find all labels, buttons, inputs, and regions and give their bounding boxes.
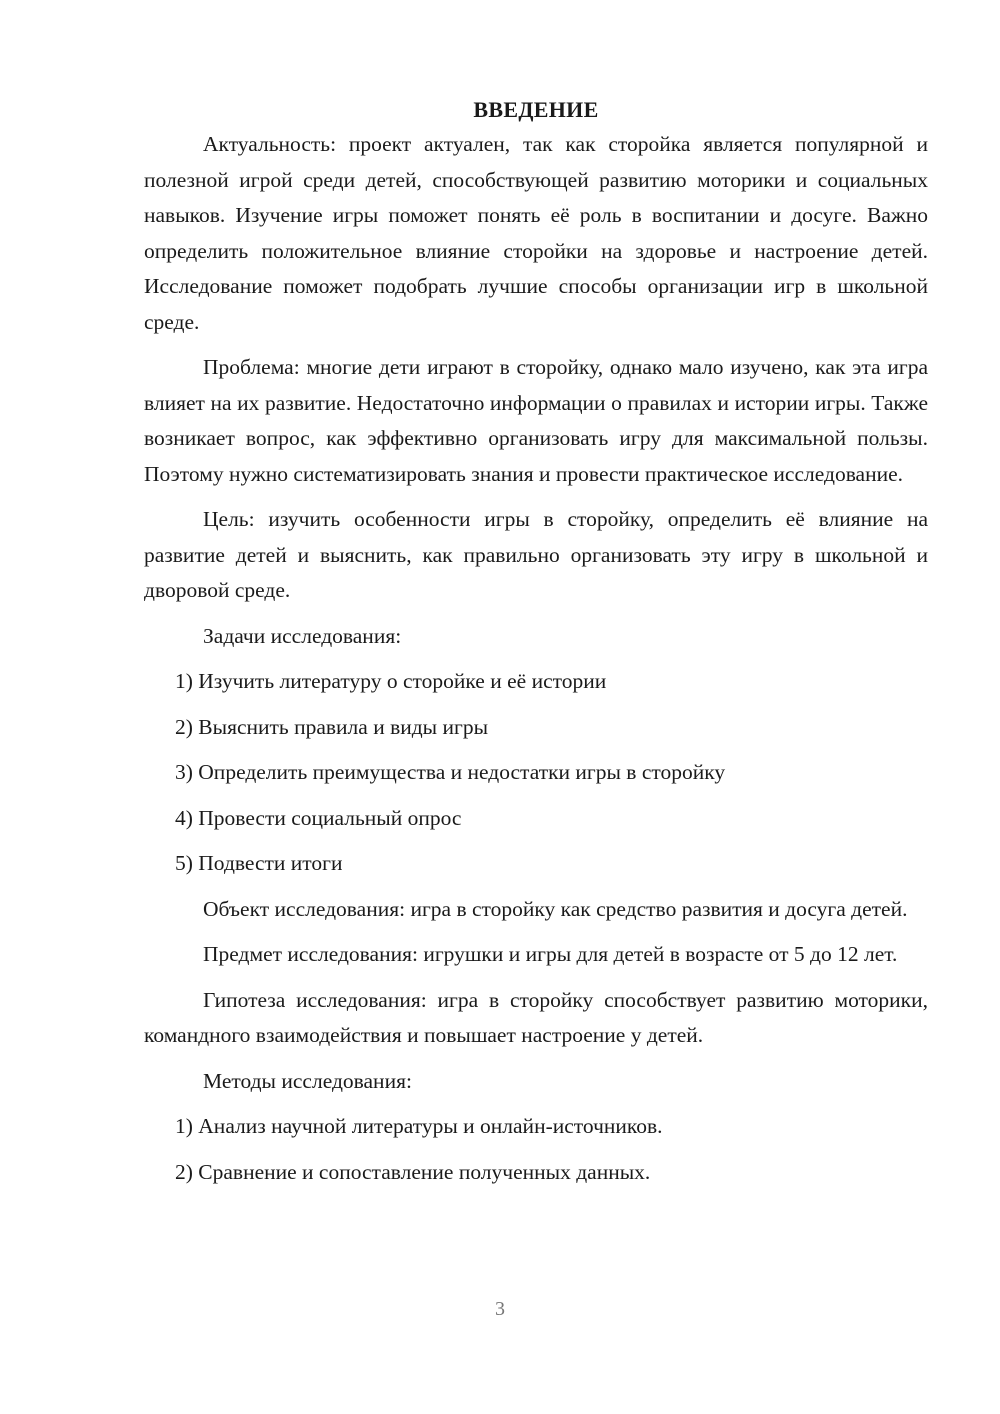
method-item-2: 2) Сравнение и сопоставление полученных данных. — [175, 1159, 651, 1184]
page-number: 3 — [495, 1298, 505, 1320]
task-item-4: 4) Провести социальный опрос — [175, 805, 462, 830]
task-item-2: 2) Выяснить правила и виды игры — [175, 714, 489, 739]
subject-paragraph: Предмет исследования: игрушки и игры для детей в возрасте от 5 до 12 лет. — [203, 942, 898, 966]
goal-paragraph: Цель: изучить особенности игры в сторойку, определить её влияние на развитие детей и выяснить, как правильно организовать эту игру в школьной и дворовой среде. — [144, 507, 928, 602]
task-item-1: 1) Изучить литературу о сторойке и её истории — [175, 669, 607, 693]
tasks-heading: Задачи исследования: — [203, 623, 402, 648]
task-item-3: 3) Определить преимущества и недостатки игры в сторойку — [175, 760, 726, 784]
section-title: ВВЕДЕНИЕ — [473, 97, 599, 122]
document-page — [144, 95, 928, 1200]
problem-paragraph: Проблема: многие дети играют в сторойку, однако мало изучено, как эта игра влияет на их развитие. Недостаточно информации о правилах и истории игры. Также возникает вопрос, как эффективно организовать игру для максимальной пользы. Поэтому нужно систематизировать знания и провести практическое исследование. — [144, 355, 928, 486]
methods-heading: Методы исследования: — [203, 1068, 412, 1093]
task-item-5: 5) Подвести итоги — [175, 851, 343, 875]
hypothesis-paragraph: Гипотеза исследования: игра в сторойку способствует развитию моторики, командного взаимодействия и повышает настроение у детей. — [144, 987, 928, 1047]
relevance-paragraph: Актуальность: проект актуален, так как сторойка является популярной и полезной игрой среди детей, способствующей развитию моторики и социальных навыков. Изучение игры поможет понять её роль в воспитании и досуге. Важно определить положительное влияние сторойки на здоровье и настроение детей. Исследование поможет подобрать лучшие способы организации игр в школьной среде. — [144, 132, 928, 334]
method-item-1: 1) Анализ научной литературы и онлайн-источников. — [175, 1114, 663, 1138]
object-paragraph: Объект исследования: игра в сторойку как средство развития и досуга детей. — [203, 896, 908, 921]
